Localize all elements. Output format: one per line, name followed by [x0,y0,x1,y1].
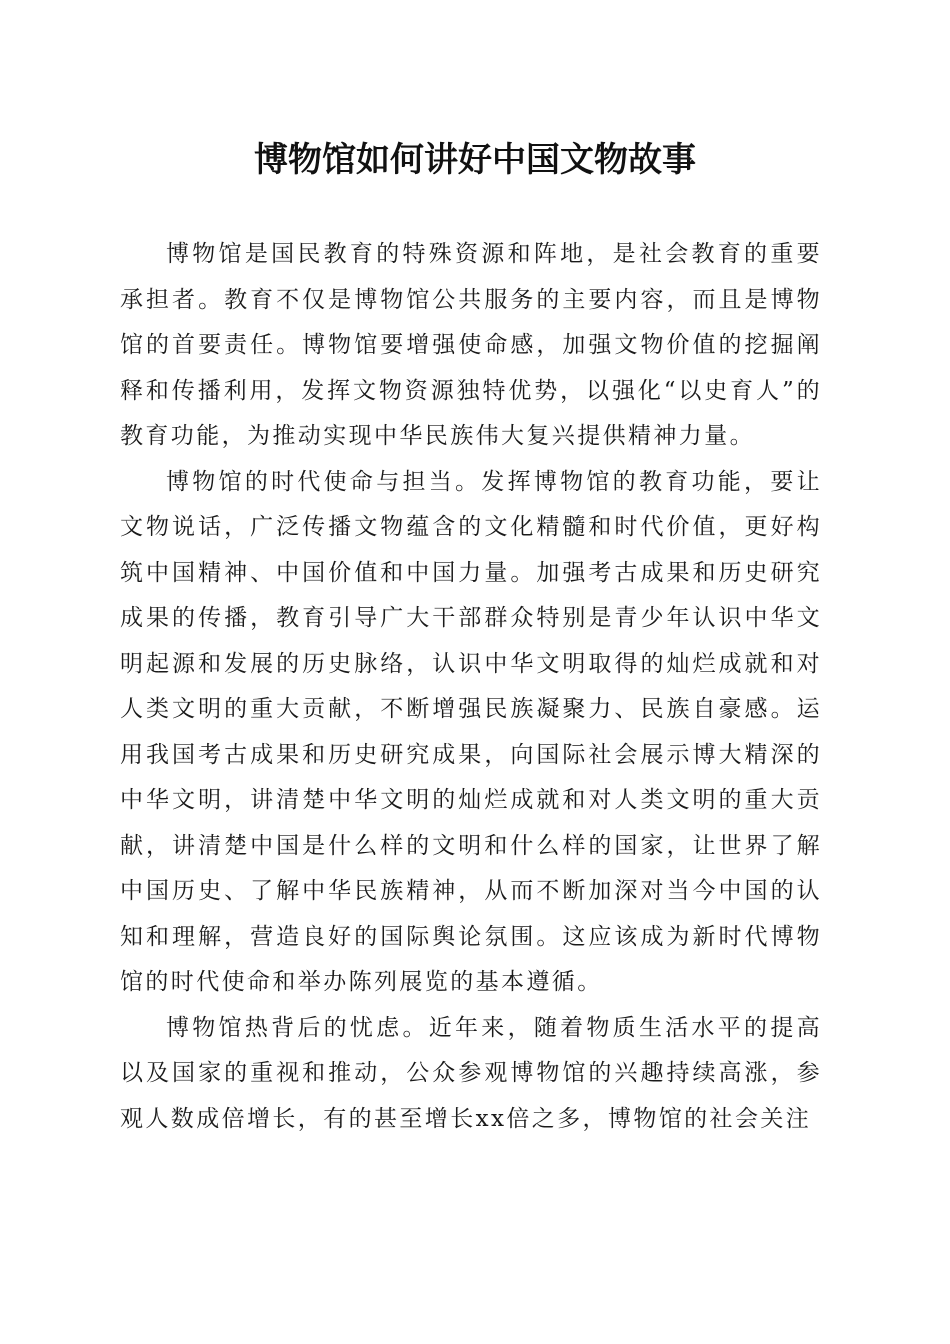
document-title: 博物馆如何讲好中国文物故事 [254,140,696,180]
document-body [120,232,822,1142]
paragraph-3: 博物馆热背后的忧虑。近年来，随着物质生活水平的提高以及国家的重视和推动，公众参观博物馆的兴趣持续高涨，参观人数成倍增长，有的甚至增长xx倍之多，博物馆的社会关注 [120,1014,822,1132]
paragraph-2: 博物馆的时代使命与担当。发挥博物馆的教育功能，要让文物说话，广泛传播文物蕴含的文化精髓和时代价值，更好构筑中国精神、中国价值和中国力量。加强考古成果和历史研究成果的传播，教育引导广大干部群众特别是青少年认识中华文明起源和发展的历史脉络，认识中华文明取得的灿烂成就和对人类文明的重大贡献，不断增强民族凝聚力、民族自豪感。运用我国考古成果和历史研究成果，向国际社会展示博大精深的中华文明，讲清楚中华文明的灿烂成就和对人类文明的重大贡献，讲清楚中国是什么样的文明和什么样的国家，让世界了解中国历史、了解中华民族精神，从而不断加深对当今中国的认知和理解，营造良好的国际舆论氛围。这应该成为新时代博物馆的时代使命和举办陈列展览的基本遵循。 [120,468,822,995]
paragraph-1: 博物馆是国民教育的特殊资源和阵地，是社会教育的重要承担者。教育不仅是博物馆公共服务的主要内容，而且是博物馆的首要责任。博物馆要增强使命感，加强文物价值的挖掘阐释和传播利用，发挥文物资源独特优势，以强化“以史育人”的教育功能，为推动实现中华民族伟大复兴提供精神力量。 [120,241,822,449]
